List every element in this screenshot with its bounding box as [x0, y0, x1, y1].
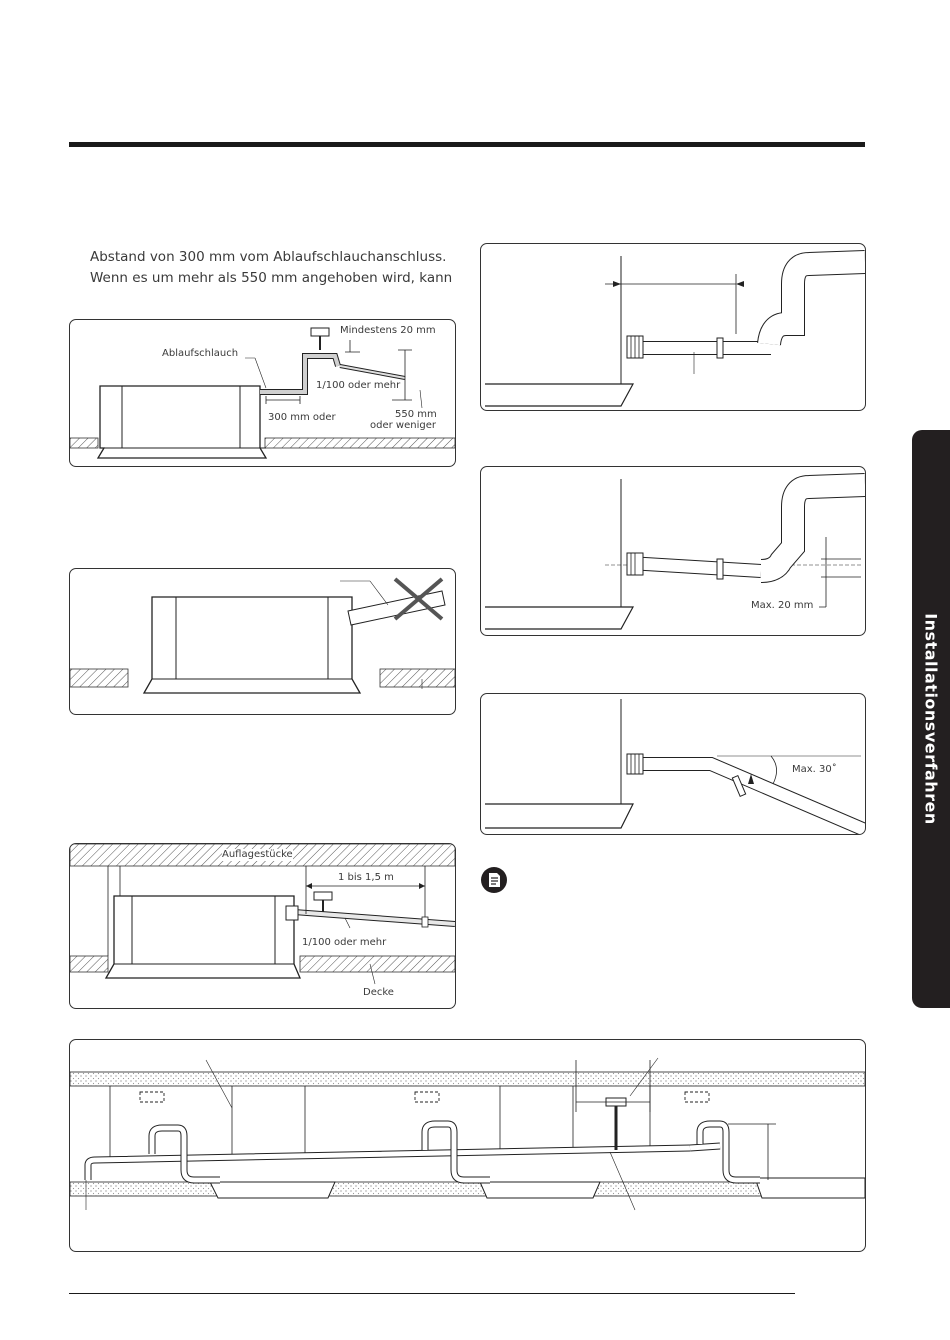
height-label-1: 550 mm	[395, 409, 437, 420]
intro-line-2: Wenn es um mehr als 550 mm angehoben wird, kann	[90, 270, 453, 286]
max-angle-label: Max. 30˚	[792, 764, 837, 775]
drain-rise-drawing	[70, 320, 455, 466]
figure-wrong-slope	[69, 568, 456, 715]
figure-angle	[480, 693, 866, 835]
ceiling-label: Decke	[363, 987, 394, 998]
figure-riser	[480, 243, 866, 411]
max-offset-label: Max. 20 mm	[751, 600, 814, 611]
footer-rule	[69, 1293, 795, 1294]
header-rule	[69, 142, 865, 147]
section-tab	[912, 430, 950, 1008]
distance-label: 300 mm oder	[268, 412, 336, 423]
min-height-label: Mindestens 20 mm	[340, 325, 436, 336]
height-label-2: oder weniger	[370, 420, 436, 431]
figure-multi-unit	[69, 1039, 866, 1252]
spacing-label: 1 bis 1,5 m	[338, 872, 394, 883]
figure-drain-rise	[69, 319, 456, 467]
wrong-slope-drawing	[70, 569, 455, 714]
support-slope-label: 1/100 oder mehr	[302, 937, 387, 948]
section-tab-label: Installationsverfahren	[921, 613, 941, 825]
note-icon	[481, 867, 507, 893]
riser-drawing	[481, 244, 865, 410]
multi-unit-drawing	[70, 1040, 865, 1251]
support-drawing	[70, 844, 455, 1008]
drain-hose-label: Ablaufschlauch	[162, 348, 239, 359]
slope-label: 1/100 oder mehr	[316, 380, 401, 391]
figure-offset	[480, 466, 866, 636]
support-pieces-label: Auflagestücke	[222, 849, 293, 860]
intro-line-1: Abstand von 300 mm vom Ablaufschlauchanschluss.	[90, 249, 447, 265]
intro-text	[90, 247, 460, 289]
figure-support	[69, 843, 456, 1009]
